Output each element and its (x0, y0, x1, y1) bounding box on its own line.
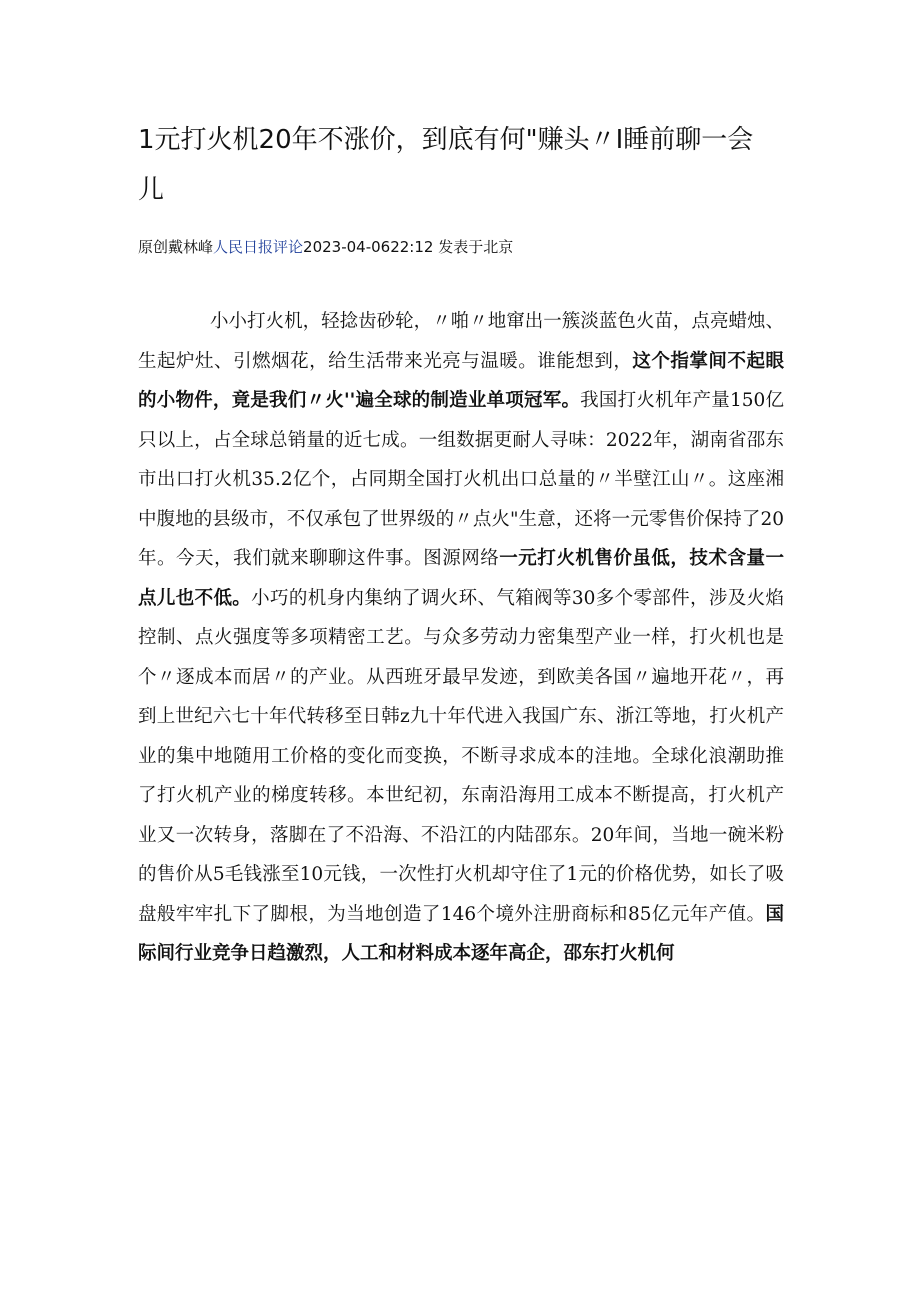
source-link[interactable]: 人民日报评论 (213, 238, 304, 256)
body-segment-3: 小巧的机身内集纳了调火环、气箱阀等30多个零部件，涉及火焰控制、点火强度等多项精密工艺。与众多劳动力密集型产业一样，打火机也是个〃逐成本而居〃的产业。从西班牙最早发迹，到欧美各国〃遍地开花〃，再到上世纪六七十年代转移至日韩z九十年代进入我国广东、浙江等地，打火机产业的集中地随用工价格的变化而变换，不断寻求成本的洼地。全球化浪潮助推了打火机产业的梯度转移。本世纪初，东南沿海用工成本不断提高，打火机产业又一次转身，落脚在了不沿海、不沿江的内陆邵东。20年间，当地一碗米粉的售价从5毛钱涨至10元钱，一次性打火机却守住了1元的价格优势，如长了吸盘般牢牢扎下了脚根，为当地创造了146个境外注册商标和85亿元年产值。 (138, 587, 784, 925)
article-body (138, 302, 784, 974)
article-title: 1元打火机20年不涨价，到底有何"赚头〃I睡前聊一会儿 (138, 125, 754, 205)
body-segment-2: 我国打火机年产量150亿只以上，占全球总销量的近七成。一组数据更耐人寻味：2022年，湖南省邵东市出口打火机35.2亿个，占同期全国打火机出口总量的〃半壁江山〃。这座湘中腹地的县级市，不仅承包了世界级的〃点火"生意，还将一元零售价保持了20年。今天，我们就来聊聊这件事。图源网络 (138, 390, 784, 569)
body-highlight-1: 这个指掌间不起眼的小物件，竟是我们〃火''遍全球的制造业单项冠军。 (138, 350, 784, 411)
body-highlight-2: 一元打火机售价虽低，技术含量一点儿也不低。 (138, 548, 784, 609)
body-segment-1: 小小打火机，轻捻齿砂轮，〃啪〃地窜出一簇淡蓝色火苗，点亮蜡烛、生起炉灶、引燃烟花，给生活带来光亮与温暖。谁能想到， (138, 311, 784, 372)
author-label: 原创戴林峰 (138, 238, 214, 256)
publish-location: 发表于北京 (438, 238, 514, 256)
publish-datetime: 2023-04-0622:12 (303, 238, 434, 256)
article-meta (138, 234, 778, 260)
body-highlight-3: 国际间行业竞争日趋激烈，人工和材料成本逐年高企，邵东打火机何 (138, 903, 784, 964)
